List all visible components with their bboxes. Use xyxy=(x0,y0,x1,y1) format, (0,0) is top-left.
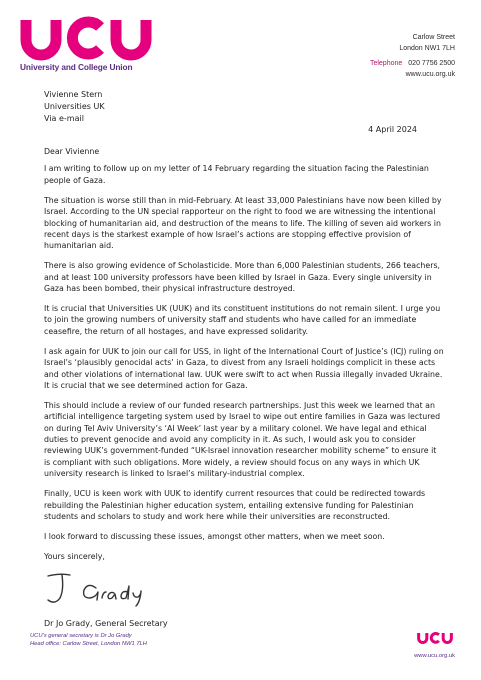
footer-logo-mark xyxy=(417,627,453,649)
recipient-block xyxy=(44,89,105,126)
signature-drawing xyxy=(40,568,160,610)
letter-body xyxy=(44,146,444,571)
footer-line-2: Head office: Carlow Street, London NW1 7LH xyxy=(30,641,147,647)
salutation: Dear Vivienne xyxy=(44,147,100,156)
recipient-name: Vivienne Stern xyxy=(44,90,103,99)
paragraph: This should include a review of our funded research partnerships. Just this week we learned that an artificial intelligence targeting system used by Israel to wipe out entire families in Gaza was lectured on during Tel Aviv University’s ‘AI Week’ last year by a military colonel. We have legal and ethical duties to prevent genocide and avoid any complicity in it. As such, I would ask you to consider reviewing UUK’s government-funded “UK-Israel innovation researcher mobility scheme” to ensure it is compliant with such obligations. More widely, a review should focus on any ways in which UK university research is linked to Israel’s military-industrial complex. xyxy=(44,400,441,479)
footer-website: www.ucu.org.uk xyxy=(414,653,455,659)
paragraph: Finally, UCU is keen work with UUK to identify current resources that could be redirected towards rebuilding the Palestinian higher education system, entailing extensive funding for Palestinian students and scholars to study and work here while their universities are reconstructed. xyxy=(44,489,426,521)
ucu-logo-mark xyxy=(20,16,152,61)
footer-line-1: UCU’s general secretary is Dr Jo Grady xyxy=(30,633,132,639)
paragraph: It is crucial that Universities UK (UUK) and its constituent institutions do not remain silent. I urge you to join the growing numbers of university staff and students who have called for an immediate ceasefire, the return of all hostages, and have expressed solidarity. xyxy=(44,303,441,336)
footer-notes xyxy=(30,632,147,648)
letter-date: 4 April 2024 xyxy=(368,125,417,134)
closing: Yours sincerely, xyxy=(44,551,105,561)
signatory: Dr Jo Grady, General Secretary xyxy=(44,619,168,628)
footer-ucu-logo xyxy=(417,627,453,653)
telephone-number: 020 7756 2500 xyxy=(408,60,455,67)
letterhead-contact xyxy=(370,58,455,80)
paragraph: The situation is worse still than in mid-February. At least 33,000 Palestinians have now been killed by Israel. According to the UN special rapporteur on the right to food we are witnessing the intentional blocking of humanitarian aid, and destruction of the means to life. The killing of seven aid workers in recent days is the starkest example of how Israel’s actions are stopping effective provision of humanitarian aid. xyxy=(44,195,442,251)
paragraph: I am writing to follow up on my letter of 14 February regarding the situation facing the Palestinian people of Gaza. xyxy=(44,164,429,185)
paragraph: I look forward to discussing these issues, amongst other matters, when we meet soon. xyxy=(44,531,385,541)
website: www.ucu.org.uk xyxy=(405,71,455,78)
recipient-delivery: Via e-mail xyxy=(44,114,84,124)
organisation-name: University and College Union xyxy=(20,62,133,72)
recipient-organisation: Universities UK xyxy=(44,102,105,112)
handwritten-signature xyxy=(40,568,160,614)
letterhead-address xyxy=(399,32,455,54)
telephone-label: Telephone xyxy=(369,60,403,67)
paragraph: I ask again for UUK to join our call for USS, in light of the International Court of Justice’s (ICJ) ruling on Israel’s ‘plausibly genocidal acts’ in Gaza, to divest from any Israeli holdings complicit in these acts and other violations of international law. UUK were swift to act when Russia illegally invaded Ukraine. It is crucial that we see determined action for Gaza. xyxy=(44,346,444,390)
ucu-logo xyxy=(20,16,152,72)
address-line-1: Carlow Street xyxy=(412,34,455,41)
address-line-2: London NW1 7LH xyxy=(399,45,455,52)
paragraph: There is also growing evidence of Scholasticide. More than 6,000 Palestinian students, 266 teachers, and at least 100 university professors have been killed by Israel in Gaza. Every single university in Gaza has been bombed, their physical infrastructure destroyed. xyxy=(44,261,441,294)
